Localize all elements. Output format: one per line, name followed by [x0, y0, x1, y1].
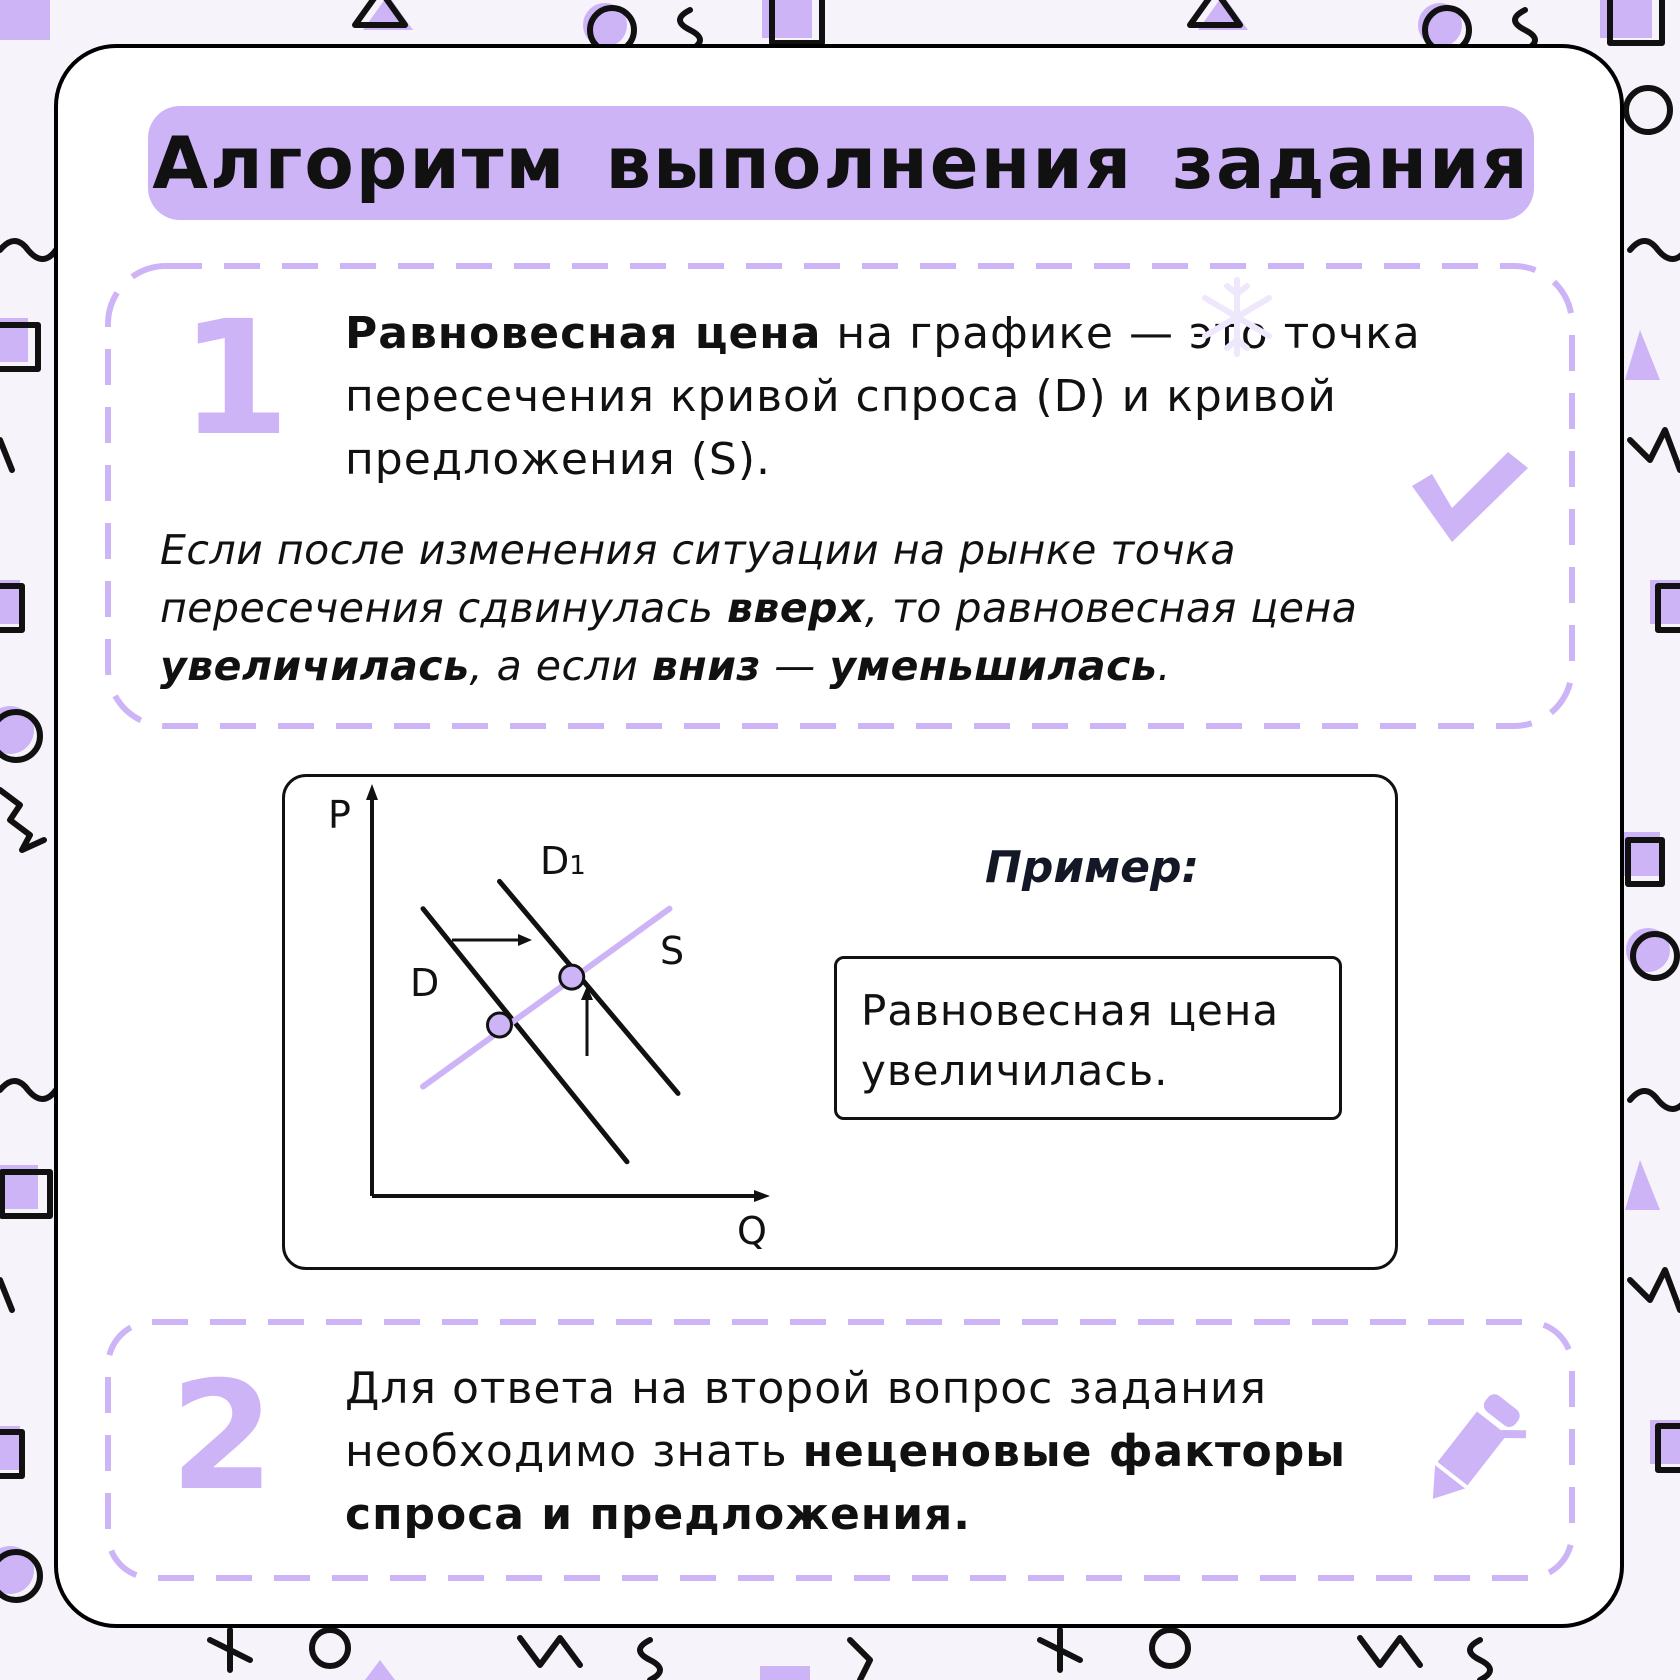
example-answer: Равновесная цена увеличилась. [861, 986, 1280, 1095]
note-increased: увеличилась [160, 642, 470, 690]
equilibrium-point-1 [488, 1013, 512, 1037]
price-change-note [160, 521, 1480, 695]
curve-label-s: S [660, 929, 685, 973]
y-axis-label: P [328, 793, 351, 837]
note-part-2: , то равновесная цена [864, 584, 1358, 632]
example-answer-box [834, 956, 1342, 1120]
shift-arrow-right-head [518, 934, 532, 946]
step1-text-rest: на графике — это точка пересечения кривой спроса (D) и кривой предложения (S). [345, 308, 1421, 485]
note-part-1: Если после изменения ситуации на рынке точка пересечения сдвинулась [160, 526, 1236, 632]
curve-label-d1: D1 [540, 839, 586, 883]
curve-d [423, 909, 627, 1162]
step2-text-plain: Для ответа на второй вопрос задания необходимо знать [345, 1363, 1267, 1477]
step2-bold-end: неценовые факторы спроса и предложения. [345, 1426, 1347, 1540]
note-part-5: . [1157, 642, 1171, 690]
equilibrium-point-2 [560, 965, 584, 989]
x-axis-arrowhead [754, 1190, 770, 1202]
snowflake-icon [1192, 272, 1282, 362]
step1-bold-lead: Равновесная цена [345, 308, 822, 359]
x-axis-label: Q [737, 1209, 767, 1253]
pencil-icon [1416, 1388, 1526, 1512]
title-banner [148, 106, 1534, 220]
curve-d1 [500, 881, 679, 1093]
step2-number: 2 [170, 1350, 275, 1524]
example-label: Пример: [985, 842, 1200, 893]
note-down: вниз [651, 642, 761, 690]
note-part-4: — [760, 642, 830, 690]
supply-demand-graph [282, 774, 782, 1270]
step2-text [345, 1357, 1405, 1546]
note-up: вверх [726, 584, 865, 632]
page-title: Алгоритм выполнения задания [152, 121, 1530, 205]
curve-label-d: D [410, 961, 440, 1005]
y-axis-arrowhead [366, 784, 378, 800]
step1-number: 1 [180, 287, 290, 471]
note-decreased: уменьшилась [829, 642, 1158, 690]
note-part-3: , а если [469, 642, 652, 690]
step1-text [345, 302, 1485, 491]
